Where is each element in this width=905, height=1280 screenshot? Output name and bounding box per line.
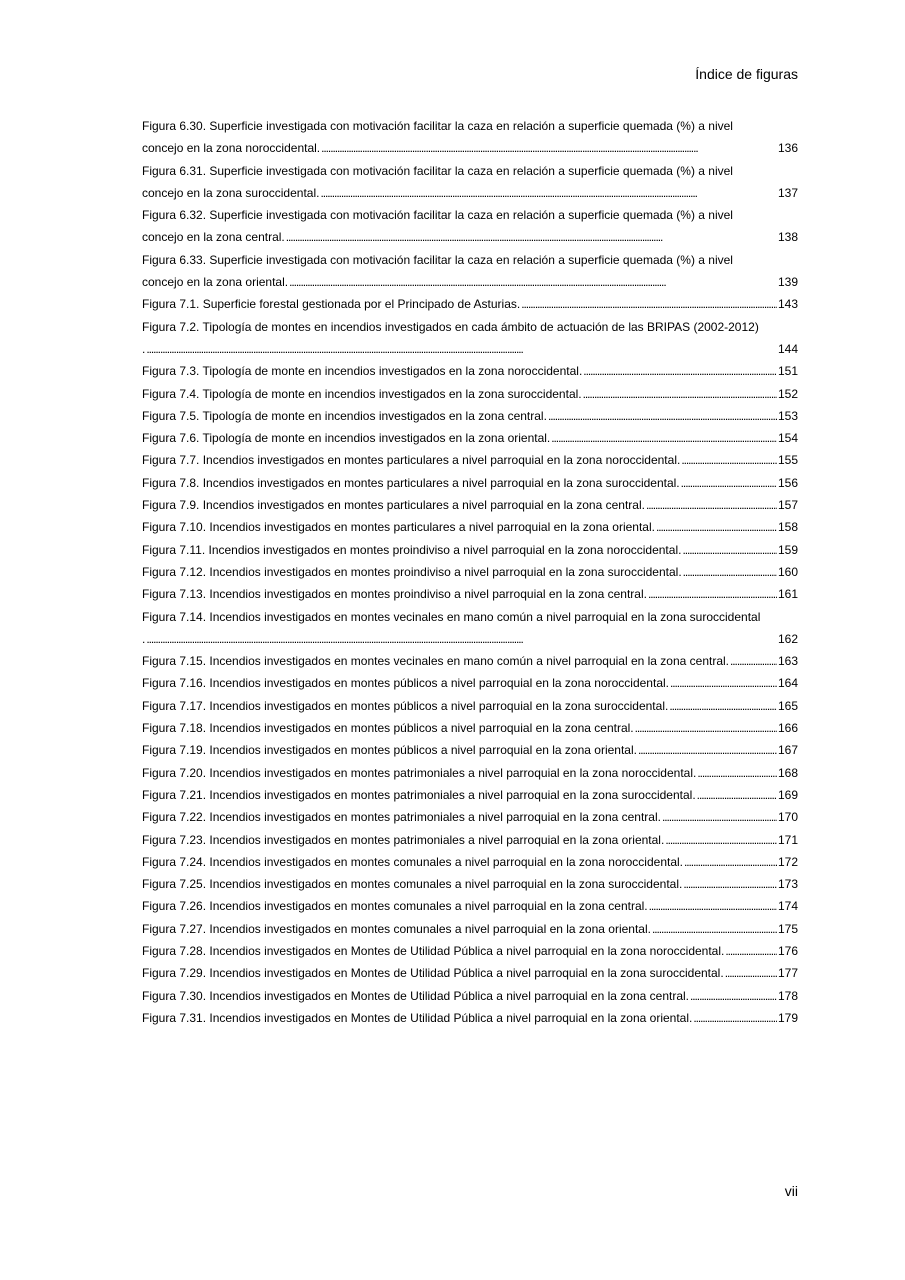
dot-leader	[652, 918, 777, 940]
toc-entry-title: Figura 7.6. Tipología de monte en incendios investigados en la zona oriental.	[142, 431, 551, 446]
toc-entry[interactable]	[142, 561, 798, 583]
toc-entry-title: Figura 7.31. Incendios investigados en Montes de Utilidad Pública a nivel parroquial en la zona oriental.	[142, 1010, 693, 1025]
toc-entry-title: .	[142, 341, 146, 356]
toc-entry[interactable]	[142, 851, 798, 873]
dot-leader	[146, 628, 777, 650]
dot-leader	[649, 895, 777, 917]
dot-leader	[320, 182, 777, 204]
toc-entry-page: 169	[777, 787, 798, 802]
toc-entry-title: Figura 7.1. Superficie forestal gestionada por el Principado de Asturias.	[142, 297, 521, 312]
toc-entry[interactable]	[142, 873, 798, 895]
toc-entry-line	[142, 806, 798, 828]
toc-entry-page: 179	[777, 1010, 798, 1025]
toc-entry-line	[142, 449, 798, 471]
toc-entry-title: Figura 7.10. Incendios investigados en montes particulares a nivel parroquial en la zona oriental.	[142, 520, 655, 535]
dot-leader	[638, 739, 777, 761]
toc-entry-title-line: Figura 6.30. Superficie investigada con motivación facilitar la caza en relación a superficie quemada (%) a nivel	[142, 119, 733, 133]
toc-entry-title: Figura 7.25. Incendios investigados en montes comunales a nivel parroquial en la zona suroccidental.	[142, 877, 683, 892]
toc-entry[interactable]	[142, 695, 798, 717]
toc-entry-page: 161	[777, 587, 798, 602]
toc-entry-page: 171	[777, 832, 798, 847]
dot-leader	[521, 293, 777, 315]
toc-entry-title: Figura 7.27. Incendios investigados en montes comunales a nivel parroquial en la zona oriental.	[142, 921, 651, 936]
toc-entry-line	[142, 427, 798, 449]
toc-entry[interactable]	[142, 249, 798, 294]
toc-entry[interactable]	[142, 383, 798, 405]
toc-entry[interactable]	[142, 895, 798, 917]
dot-leader	[646, 494, 777, 516]
toc-entry[interactable]	[142, 516, 798, 538]
toc-entry-title: Figura 7.19. Incendios investigados en montes públicos a nivel parroquial en la zona oriental.	[142, 743, 637, 758]
toc-entry[interactable]	[142, 316, 798, 361]
dot-leader	[682, 539, 777, 561]
toc-entry[interactable]	[142, 784, 798, 806]
dot-leader	[730, 650, 777, 672]
toc-entry-title: Figura 7.20. Incendios investigados en montes patrimoniales a nivel parroquial en la zona noroccidental.	[142, 765, 697, 780]
toc-entry-title-line: Figura 6.32. Superficie investigada con motivación facilitar la caza en relación a superficie quemada (%) a nivel	[142, 208, 733, 223]
toc-entry-line	[142, 962, 798, 984]
toc-entry-page: 143	[777, 297, 798, 312]
toc-entry-line	[142, 226, 798, 248]
toc-entry-page: 174	[777, 899, 798, 914]
toc-entry-title: Figura 7.13. Incendios investigados en montes proindiviso a nivel parroquial en la zona central.	[142, 587, 647, 602]
toc-entry-page: 138	[777, 230, 798, 245]
toc-entry-title: Figura 7.29. Incendios investigados en Montes de Utilidad Pública a nivel parroquial en la zona suroccidental.	[142, 966, 724, 981]
toc-entry-page: 136	[777, 141, 798, 156]
toc-entry-title-line: Figura 7.14. Incendios investigados en montes vecinales en mano común a nivel parroquial en la zona suroccidental	[142, 609, 761, 624]
toc-entry-title-line: Figura 7.2. Tipología de montes en incendios investigados en cada ámbito de actuación de las BRIPAS (2002-2012)	[142, 319, 759, 334]
dot-leader	[683, 561, 777, 583]
toc-entry-line	[142, 739, 798, 761]
toc-entry-line	[142, 338, 798, 360]
toc-entry-page: 165	[777, 698, 798, 713]
toc-entry-line	[142, 784, 798, 806]
toc-entry-title: Figura 7.12. Incendios investigados en montes proindiviso a nivel parroquial en la zona suroccidental.	[142, 564, 682, 579]
dot-leader	[286, 226, 777, 248]
dot-leader	[662, 806, 777, 828]
toc-entry-page: 175	[777, 921, 798, 936]
toc-entry[interactable]	[142, 293, 798, 315]
toc-entry-title: Figura 7.18. Incendios investigados en montes públicos a nivel parroquial en la zona central.	[142, 721, 634, 736]
toc-entry-line	[142, 516, 798, 538]
running-header: Índice de figuras	[695, 66, 798, 82]
toc-entry[interactable]	[142, 494, 798, 516]
toc-entry-line	[142, 561, 798, 583]
toc-entry[interactable]	[142, 918, 798, 940]
toc-entry-title: concejo en la zona oriental.	[142, 275, 289, 290]
toc-entry-page: 152	[777, 386, 798, 401]
dot-leader	[681, 449, 777, 471]
dot-leader	[690, 985, 777, 1007]
toc-entry[interactable]	[142, 962, 798, 984]
dot-leader	[583, 383, 777, 405]
dot-leader	[635, 717, 777, 739]
toc-entry-line	[142, 628, 798, 650]
toc-entry[interactable]	[142, 650, 798, 672]
toc-entry-line	[142, 695, 798, 717]
toc-entry[interactable]	[142, 1007, 798, 1029]
toc-entry-title-line: Figura 6.31. Superficie investigada con motivación facilitar la caza en relación a superficie quemada (%) a nivel	[142, 163, 733, 178]
toc-entry-line	[142, 851, 798, 873]
toc-entry-title: Figura 7.8. Incendios investigados en montes particulares a nivel parroquial en la zona suroccidental.	[142, 475, 680, 490]
toc-entry[interactable]	[142, 405, 798, 427]
dot-leader	[669, 695, 777, 717]
dot-leader	[551, 427, 777, 449]
toc-entry-page: 178	[777, 988, 798, 1003]
toc-entry-title: Figura 7.9. Incendios investigados en montes particulares a nivel parroquial en la zona central.	[142, 498, 645, 513]
toc-entry-page: 164	[777, 676, 798, 691]
toc-entry-line	[142, 985, 798, 1007]
toc-entry-title: Figura 7.5. Tipología de monte en incendios investigados en la zona central.	[142, 408, 547, 423]
toc-entry-title: Figura 7.24. Incendios investigados en montes comunales a nivel parroquial en la zona noroccidental.	[142, 854, 683, 869]
toc-entry-line	[142, 539, 798, 561]
dot-leader	[665, 829, 777, 851]
toc-entry-line	[142, 940, 798, 962]
toc-entry[interactable]	[142, 717, 798, 739]
dot-leader	[697, 784, 777, 806]
toc-entry-page: 159	[777, 542, 798, 557]
toc-entry[interactable]	[142, 829, 798, 851]
toc-entry[interactable]	[142, 427, 798, 449]
toc-entry-page: 176	[777, 943, 798, 958]
toc-entry-line	[142, 829, 798, 851]
dot-leader	[725, 940, 777, 962]
toc-entry-title: Figura 7.17. Incendios investigados en montes públicos a nivel parroquial en la zona suroccidental.	[142, 698, 669, 713]
toc-entry-line	[142, 1007, 798, 1029]
toc-entry-page: 153	[777, 408, 798, 423]
toc-entry-page: 157	[777, 498, 798, 513]
toc-entry-page: 173	[777, 877, 798, 892]
toc-entry-title: Figura 7.26. Incendios investigados en montes comunales a nivel parroquial en la zona central.	[142, 899, 648, 914]
toc-entry-page: 163	[777, 654, 798, 669]
toc-entry-line	[142, 360, 798, 382]
toc-entry-line	[142, 494, 798, 516]
toc-entry-page: 170	[777, 810, 798, 825]
toc-entry-title: Figura 7.4. Tipología de monte en incendios investigados en la zona suroccidental.	[142, 386, 582, 401]
toc-entry-line	[142, 717, 798, 739]
dot-leader	[648, 583, 777, 605]
toc-entry-page: 154	[777, 431, 798, 446]
figure-index-list	[142, 115, 798, 1029]
dot-leader	[681, 472, 777, 494]
toc-entry[interactable]	[142, 606, 798, 651]
toc-entry[interactable]	[142, 204, 798, 249]
toc-entry-page: 158	[777, 520, 798, 535]
toc-entry-line	[142, 873, 798, 895]
toc-entry-page: 166	[777, 721, 798, 736]
toc-entry-title: concejo en la zona suroccidental.	[142, 185, 320, 200]
toc-entry-title: Figura 7.3. Tipología de monte en incendios investigados en la zona noroccidental.	[142, 364, 583, 379]
toc-entry[interactable]	[142, 449, 798, 471]
toc-entry-line	[142, 762, 798, 784]
toc-entry[interactable]	[142, 739, 798, 761]
dot-leader	[656, 516, 777, 538]
toc-entry[interactable]	[142, 762, 798, 784]
dot-leader	[548, 405, 777, 427]
toc-entry[interactable]	[142, 806, 798, 828]
toc-entry-line	[142, 583, 798, 605]
dot-leader	[684, 851, 777, 873]
dot-leader	[583, 360, 777, 382]
dot-leader	[697, 762, 777, 784]
toc-entry[interactable]	[142, 115, 798, 160]
toc-entry-page: 139	[777, 275, 798, 290]
toc-entry[interactable]	[142, 472, 798, 494]
toc-entry-line	[142, 672, 798, 694]
toc-entry[interactable]	[142, 160, 798, 205]
toc-entry-line	[142, 650, 798, 672]
toc-entry-page: 151	[777, 364, 798, 379]
toc-entry-title: Figura 7.7. Incendios investigados en montes particulares a nivel parroquial en la zona noroccidental.	[142, 453, 681, 468]
toc-entry-title: Figura 7.28. Incendios investigados en Montes de Utilidad Pública a nivel parroquial en la zona noroccidental.	[142, 943, 725, 958]
dot-leader	[321, 137, 777, 159]
toc-entry-page: 167	[777, 743, 798, 758]
dot-leader	[725, 962, 777, 984]
toc-entry-page: 155	[777, 453, 798, 468]
toc-entry-line	[142, 383, 798, 405]
toc-entry-page: 168	[777, 765, 798, 780]
toc-entry-line	[142, 293, 798, 315]
toc-entry-title: Figura 7.21. Incendios investigados en montes patrimoniales a nivel parroquial en la zona suroccidental.	[142, 787, 696, 802]
dot-leader	[683, 873, 777, 895]
dot-leader	[289, 271, 777, 293]
toc-entry-title-line: Figura 6.33. Superficie investigada con motivación facilitar la caza en relación a superficie quemada (%) a nivel	[142, 252, 733, 267]
toc-entry-title: Figura 7.30. Incendios investigados en Montes de Utilidad Pública a nivel parroquial en la zona central.	[142, 988, 689, 1003]
page-number: vii	[784, 1183, 798, 1199]
toc-entry-line	[142, 472, 798, 494]
toc-entry[interactable]	[142, 360, 798, 382]
dot-leader	[670, 672, 777, 694]
toc-entry-title: Figura 7.23. Incendios investigados en montes patrimoniales a nivel parroquial en la zona oriental.	[142, 832, 665, 847]
toc-entry-page: 162	[777, 631, 798, 646]
toc-entry[interactable]	[142, 985, 798, 1007]
toc-entry-page: 137	[777, 185, 798, 200]
toc-entry[interactable]	[142, 672, 798, 694]
toc-entry-page: 160	[777, 564, 798, 579]
toc-entry-line	[142, 405, 798, 427]
toc-entry-line	[142, 918, 798, 940]
toc-entry[interactable]	[142, 539, 798, 561]
toc-entry[interactable]	[142, 583, 798, 605]
toc-entry-page: 172	[777, 854, 798, 869]
toc-entry-page: 144	[777, 341, 798, 356]
toc-entry-title: Figura 7.16. Incendios investigados en montes públicos a nivel parroquial en la zona noroccidental.	[142, 676, 669, 691]
dot-leader	[693, 1007, 777, 1029]
toc-entry[interactable]	[142, 940, 798, 962]
toc-entry-line	[142, 182, 798, 204]
toc-entry-title: .	[142, 631, 146, 646]
toc-entry-title: Figura 7.11. Incendios investigados en montes proindiviso a nivel parroquial en la zona noroccidental.	[142, 542, 682, 557]
toc-entry-page: 156	[777, 475, 798, 490]
toc-entry-page: 177	[777, 966, 798, 981]
toc-entry-title: Figura 7.22. Incendios investigados en montes patrimoniales a nivel parroquial en la zona central.	[142, 810, 661, 825]
toc-entry-title: Figura 7.15. Incendios investigados en montes vecinales en mano común a nivel parroquial en la zona central.	[142, 654, 730, 669]
toc-entry-line	[142, 895, 798, 917]
toc-entry-title: concejo en la zona central.	[142, 230, 285, 245]
toc-entry-line	[142, 271, 798, 293]
dot-leader	[146, 338, 777, 360]
toc-entry-title: concejo en la zona noroccidental.	[142, 141, 321, 156]
toc-entry-line	[142, 137, 798, 159]
